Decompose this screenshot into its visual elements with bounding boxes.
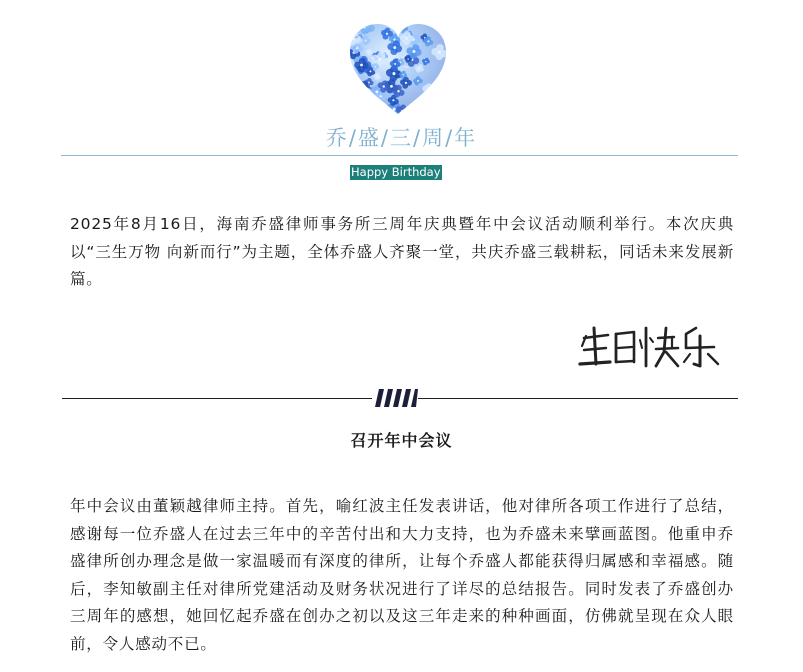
page-title: 乔/盛/三/周/年 — [325, 126, 478, 150]
intro-paragraph: 2025年8月16日，海南乔盛律师事务所三周年庆典暨年中会议活动顺利举行。本次庆典以“三生万物 向新而行”为主题，全体乔盛人齐聚一堂，共庆乔盛三载耕耘，同话未来发展新篇。 — [70, 215, 734, 288]
section-title: 召开年中会议 — [350, 431, 453, 450]
flower-heart-icon — [346, 22, 450, 118]
section-divider-left — [62, 398, 372, 399]
slash-bars-icon — [372, 389, 418, 407]
section-divider-right — [418, 398, 738, 399]
happy-birthday-badge: Happy Birthday — [351, 165, 441, 179]
title-divider — [61, 155, 738, 156]
section-paragraph: 年中会议由董颖越律师主持。首先，喻红波主任发表讲话，他对律所各项工作进行了总结，感谢每一位乔盛人在过去三年中的辛苦付出和大力支持，也为乔盛未来擘画蓝图。他重申乔盛律所创办理念是做一家温暖而有深度的律所，让每个乔盛人都能获得归属感和幸福感。随后，李知敏副主任对律所党建活动及财务状况进行了详尽的总结报告。同时发表了乔盛创办三周年的感想，她回忆起乔盛在创办之初以及这三年走来的种种画面，仿佛就呈现在众人眼前，令人感动不已。 — [70, 497, 734, 653]
signature-image — [578, 318, 724, 374]
